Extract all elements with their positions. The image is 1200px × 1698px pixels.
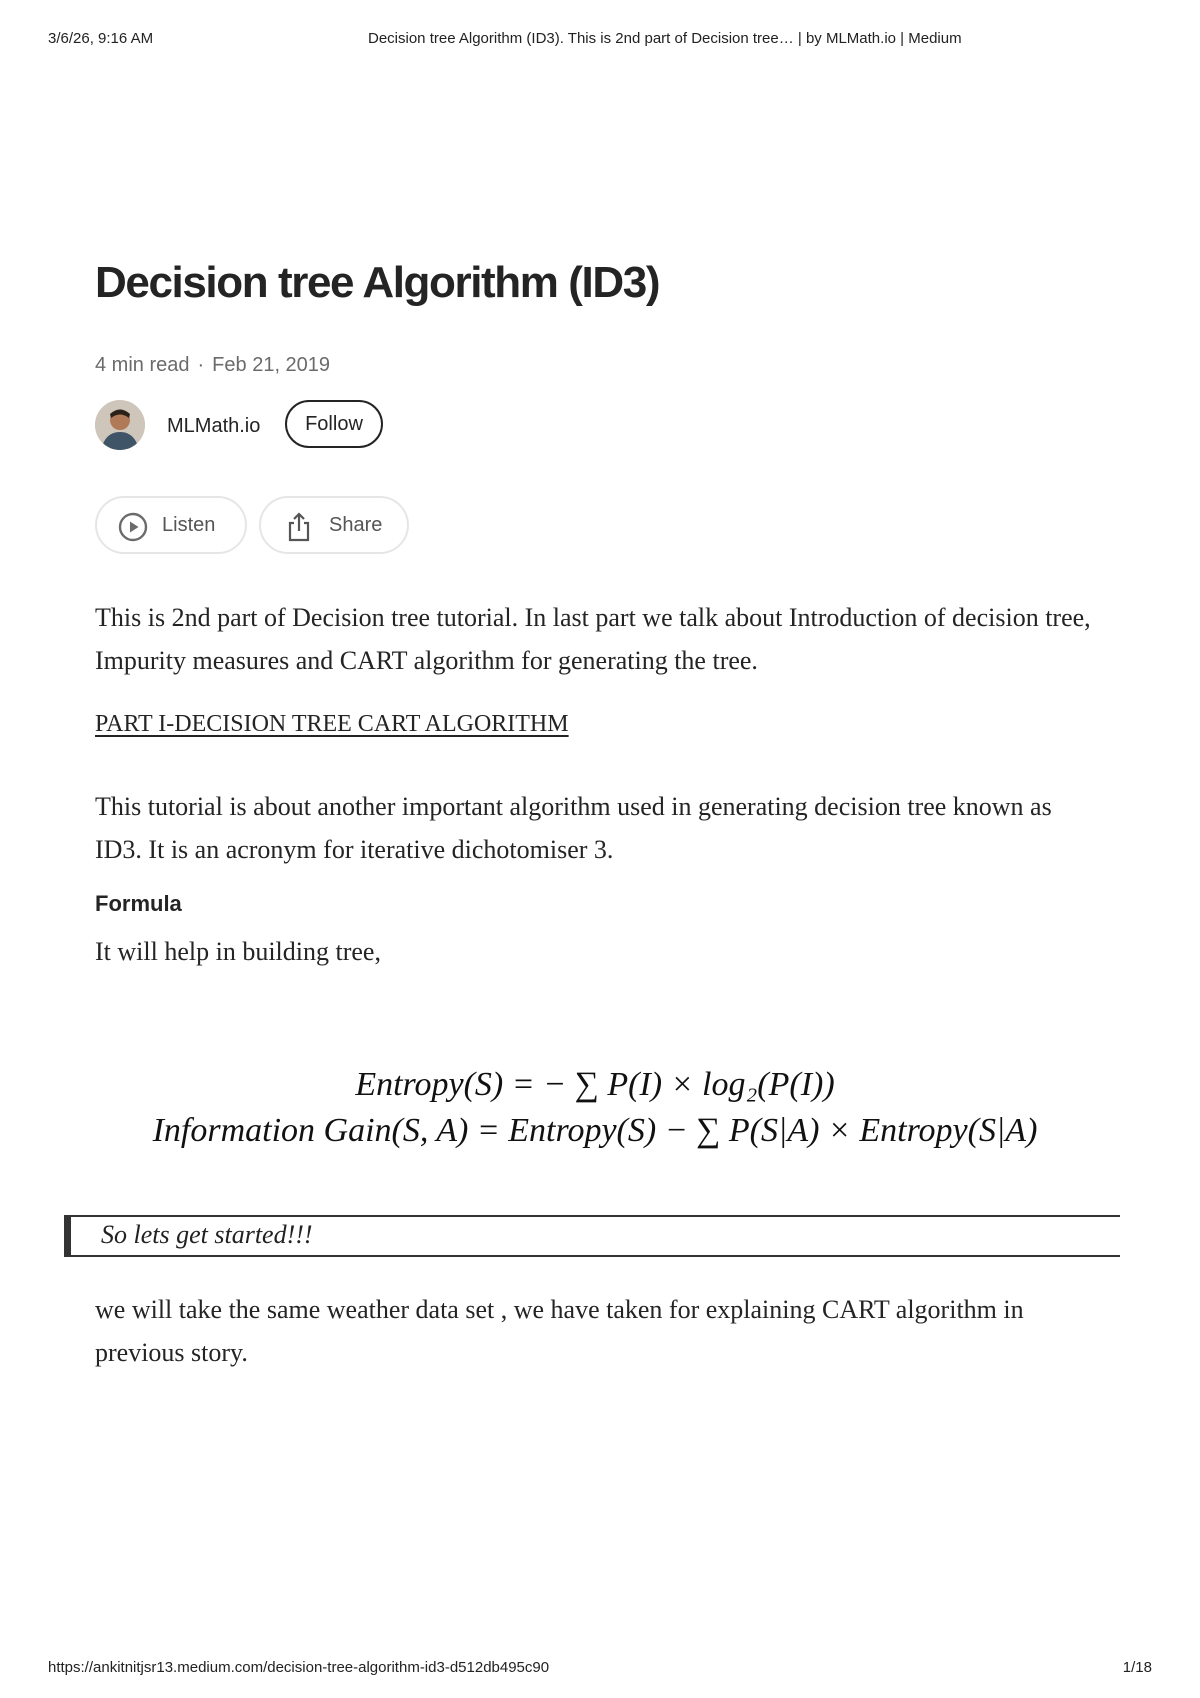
share-button[interactable]: [259, 496, 409, 554]
formula-intro-paragraph: It will help in building tree,: [95, 937, 381, 966]
blockquote: [64, 1215, 1120, 1257]
print-footer: [48, 1659, 1152, 1679]
share-icon: [283, 511, 315, 543]
play-circle-icon: [117, 511, 149, 543]
dataset-paragraph: we will take the same weather data set , we have taken for explaining CART algorithm in previous story.: [95, 1295, 1024, 1367]
formula-heading: Formula: [95, 891, 182, 916]
read-time: 4 min read: [95, 354, 190, 376]
article-meta: [95, 354, 330, 377]
print-doc-title: Decision tree Algorithm (ID3). This is 2nd part of Decision tree… | by MLMath.io | Medium: [368, 30, 962, 47]
quote-text: So lets get started!!!: [101, 1220, 313, 1249]
print-url: https://ankitnitjsr13.medium.com/decision-tree-algorithm-id3-d512db495c90: [48, 1659, 550, 1676]
formula-image: [95, 1060, 1095, 1180]
part-one-link[interactable]: PART I-DECISION TREE CART ALGORITHM: [95, 711, 569, 737]
id3-paragraph: This tutorial is about another important algorithm used in generating decision tree known as ID3. It is an acronym for iterative dichotomiser 3.: [95, 792, 1052, 864]
publish-date: Feb 21, 2019: [212, 354, 331, 376]
information-gain-formula: Information Gain(S, A) = Entropy(S) − ∑ P(S|A) × Entropy(S|A): [152, 1112, 1038, 1149]
intro-paragraph: This is 2nd part of Decision tree tutorial. In last part we talk about Introduction of decision tree, Impurity measures and CART algorithm for generating the tree.: [95, 603, 1091, 675]
author-name[interactable]: MLMath.io: [167, 415, 261, 437]
author-row: [95, 400, 495, 454]
print-date: 3/6/26, 9:16 AM: [48, 30, 154, 47]
page-number: 1/18: [1122, 1659, 1152, 1676]
meta-separator: ·: [197, 354, 205, 376]
follow-button[interactable]: Follow: [285, 400, 383, 448]
entropy-formula: Entropy(S) = − ∑ P(I) × log₂(P(I)): [355, 1066, 835, 1103]
share-label: Share: [329, 514, 383, 536]
author-avatar[interactable]: [95, 400, 145, 450]
listen-label: Listen: [162, 514, 216, 536]
listen-button[interactable]: [95, 496, 247, 554]
print-header: [48, 30, 1152, 50]
article-title: Decision tree Algorithm (ID3): [95, 258, 660, 307]
